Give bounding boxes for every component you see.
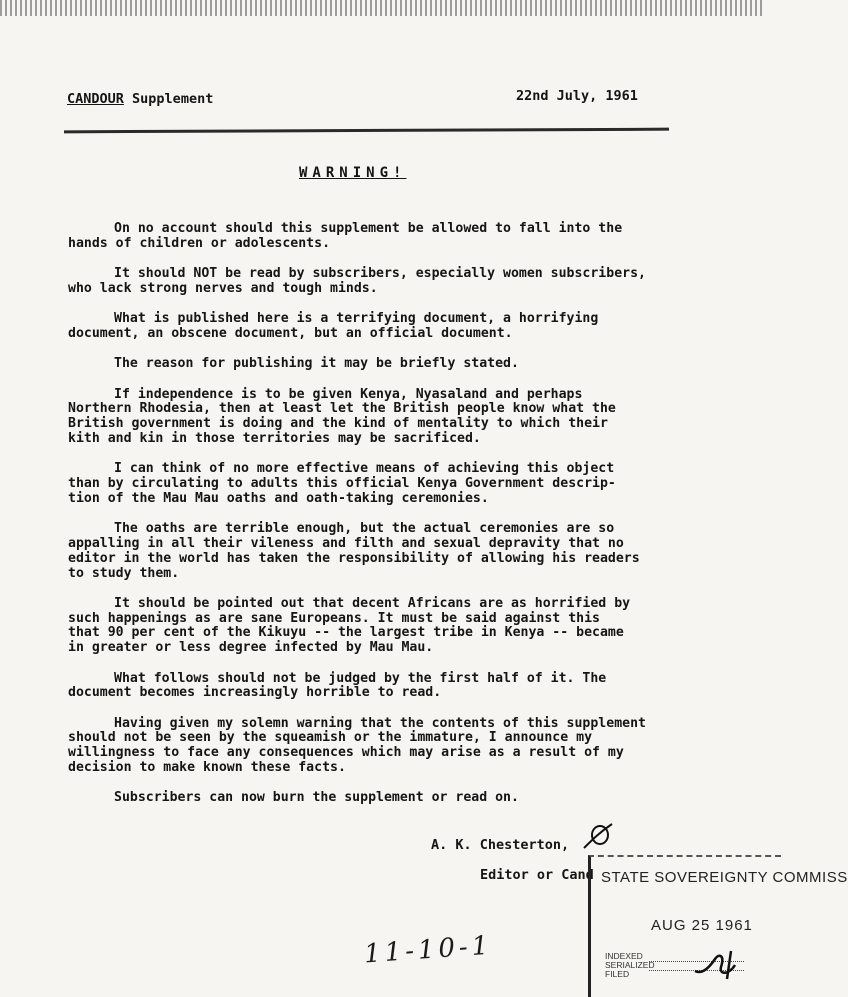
paragraph: Having given my solemn warning that the contents of this supplement should not be seen by the squeamish or the immature, I announce my willingness to face any consequences which may arise as a result of my decision to make known these facts. bbox=[68, 715, 646, 776]
stamp-indexed: INDEXED bbox=[605, 951, 643, 961]
publication-name: CANDOUR bbox=[67, 91, 124, 107]
paragraph: I can think of no more effective means of achieving this object than by circulating to adults this official Kenya Government descrip- tion of the Mau Mau oaths and oath-taking ceremonies. bbox=[68, 461, 616, 506]
document-date: 22nd July, 1961 bbox=[516, 88, 638, 104]
paragraph: If independence is to be given Kenya, Nyasaland and perhaps Northern Rhodesia, then at least let the British people know what the British government is doing and the kind of mentality to which their kith and kin in those territories may be sacrificed. bbox=[68, 386, 616, 446]
stamp-initials-icon bbox=[691, 945, 751, 985]
stamp-date: AUG 25 1961 bbox=[651, 917, 753, 934]
paragraph: The oaths are terrible enough, but the actual ceremonies are so appalling in all their vileness and filth and sexual depravity that no editor in the world has taken the responsibility of allowing his readers to study them. bbox=[68, 521, 640, 581]
paragraph: It should NOT be read by subscribers, especially women subscribers, who lack strong nerves and tough minds. bbox=[68, 266, 646, 296]
paragraph: On no account should this supplement be allowed to fall into the hands of children or adolescents. bbox=[68, 221, 623, 251]
paragraph: What is published here is a terrifying document, a horrifying document, an obscene document, but an official document. bbox=[68, 311, 599, 341]
stamp-filed: FILED bbox=[605, 969, 630, 979]
signature-name: A. K. Chesterton, bbox=[431, 837, 570, 853]
header-rule bbox=[64, 128, 669, 134]
document-body bbox=[68, 222, 728, 822]
signature-title: Editor or Cand bbox=[480, 867, 594, 883]
paragraph: It should be pointed out that decent Africans are as horrified by such happenings as are sane Europeans. It must be said against this that 90 per cent of the Kikuyu -- the largest tribe in Kenya -- became in greater or less degree infected by Mau Mau. bbox=[68, 595, 631, 656]
paragraph: What follows should not be judged by the first half of it. The document becomes increasingly horrible to read. bbox=[68, 670, 607, 701]
warning-heading: WARNING! bbox=[299, 165, 407, 181]
handwritten-mark-icon bbox=[578, 818, 618, 858]
paragraph: The reason for publishing it may be briefly stated. bbox=[114, 356, 519, 372]
stamp-serialized: SERIALIZED bbox=[605, 960, 655, 970]
publication-header bbox=[67, 91, 213, 107]
scan-edge-noise bbox=[0, 0, 763, 16]
paragraph: Subscribers can now burn the supplement or read on. bbox=[114, 790, 519, 806]
stamp-agency: STATE SOVEREIGNTY COMMISS bbox=[601, 869, 848, 886]
publication-section: Supplement bbox=[132, 91, 214, 107]
handwritten-file-number: 11-10-1 bbox=[363, 930, 494, 970]
received-stamp bbox=[588, 855, 848, 997]
